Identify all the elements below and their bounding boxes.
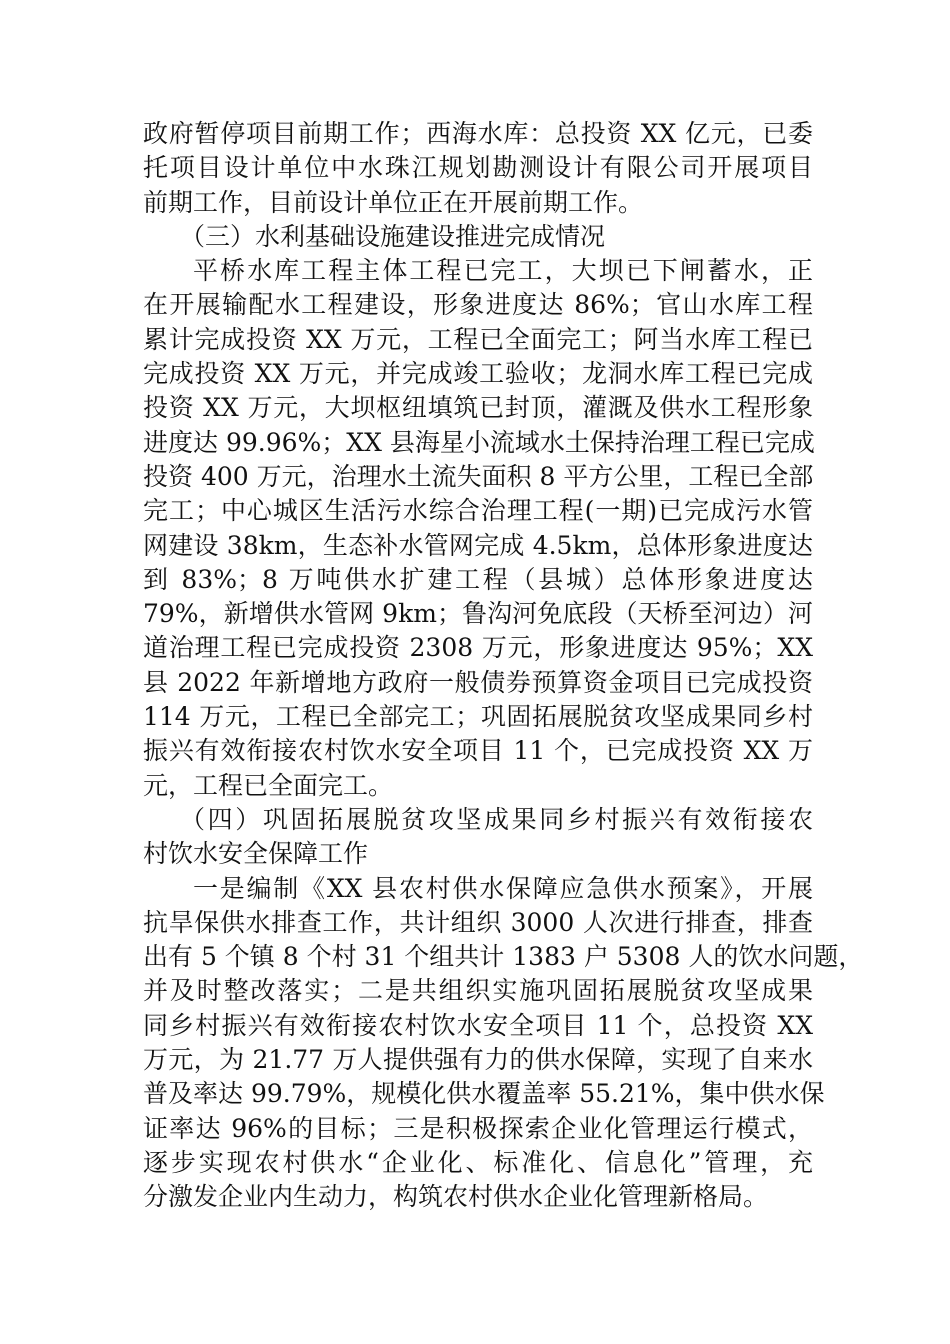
- text-line: 政府暂停项目前期工作；西海水库：总投资 XX 亿元，已委: [143, 119, 813, 148]
- text-line: 在开展输配水工程建设，形象进度达 86%；官山水库工程: [143, 290, 813, 320]
- section-heading: （四）巩固拓展脱贫攻坚成果同乡村振兴有效衔接农: [180, 804, 813, 834]
- text-line: 到 83%；8 万吨供水扩建工程（县城）总体形象进度达: [143, 564, 813, 594]
- text-line: 79%，新增供水管网 9km；鲁沟河免底段（天桥至河边）河: [143, 599, 813, 629]
- section-heading: （三）水利基础设施建设推进完成情况: [180, 221, 606, 251]
- text-line: 完工；中心城区生活污水综合治理工程(一期)已完成污水管: [143, 496, 813, 526]
- section-heading-continuation: 村饮水安全保障工作: [143, 839, 369, 869]
- text-line: 前期工作，目前设计单位正在开展前期工作。: [143, 187, 644, 217]
- text-line: 累计完成投资 XX 万元，工程已全面完工；阿当水库工程已: [143, 324, 813, 354]
- text-line: 进度达 99.96%；XX 县海星小流域水土保持治理工程已完成: [143, 427, 815, 457]
- paragraph-first-line: 平桥水库工程主体工程已完工，大坝已下闸蓄水，正: [193, 256, 813, 286]
- text-line: 投资 400 万元，治理水土流失面积 8 平方公里，工程已全部: [143, 461, 814, 491]
- document-body: [143, 117, 864, 1215]
- text-line: 分激发企业内生动力，构筑农村供水企业化管理新格局。: [143, 1182, 769, 1212]
- text-line: 出有 5 个镇 8 个村 31 个组共计 1383 户 5308 人的饮水问题，: [143, 942, 864, 972]
- paragraph-first-line: 一是编制《XX 县农村供水保障应急供水预案》，开展: [193, 873, 813, 903]
- text-line: 普及率达 99.79%，规模化供水覆盖率 55.21%，集中供水保: [143, 1079, 825, 1109]
- text-line: 证率达 96%的目标；三是积极探索企业化管理运行模式，: [143, 1113, 813, 1143]
- text-line: 逐步实现农村供水“企业化、标准化、信息化”管理，充: [143, 1147, 813, 1177]
- text-line: 投资 XX 万元，大坝枢纽填筑已封顶，灌溉及供水工程形象: [143, 393, 813, 423]
- text-line: 完成投资 XX 万元，并完成竣工验收；龙洞水库工程已完成: [143, 359, 813, 389]
- text-line: 网建设 38km，生态补水管网完成 4.5km，总体形象进度达: [143, 530, 813, 560]
- text-line: 托项目设计单位中水珠江规划勘测设计有限公司开展项目: [143, 153, 813, 183]
- text-line: 元，工程已全面完工。: [143, 770, 394, 800]
- text-line: 道治理工程已完成投资 2308 万元，形象进度达 95%；XX: [143, 633, 813, 663]
- text-line: 万元，为 21.77 万人提供强有力的供水保障，实现了自来水: [143, 1045, 813, 1075]
- text-line: 县 2022 年新增地方政府一般债券预算资金项目已完成投资: [143, 667, 813, 697]
- text-line: 振兴有效衔接农村饮水安全项目 11 个，已完成投资 XX 万: [143, 736, 813, 766]
- text-line: 同乡村振兴有效衔接农村饮水安全项目 11 个，总投资 XX: [143, 1010, 813, 1040]
- text-line: 114 万元，工程已全部完工；巩固拓展脱贫攻坚成果同乡村: [143, 702, 813, 732]
- text-line: 并及时整改落实；二是共组织实施巩固拓展脱贫攻坚成果: [143, 976, 813, 1006]
- text-line: 抗旱保供水排查工作，共计组织 3000 人次进行排查，排查: [143, 907, 813, 937]
